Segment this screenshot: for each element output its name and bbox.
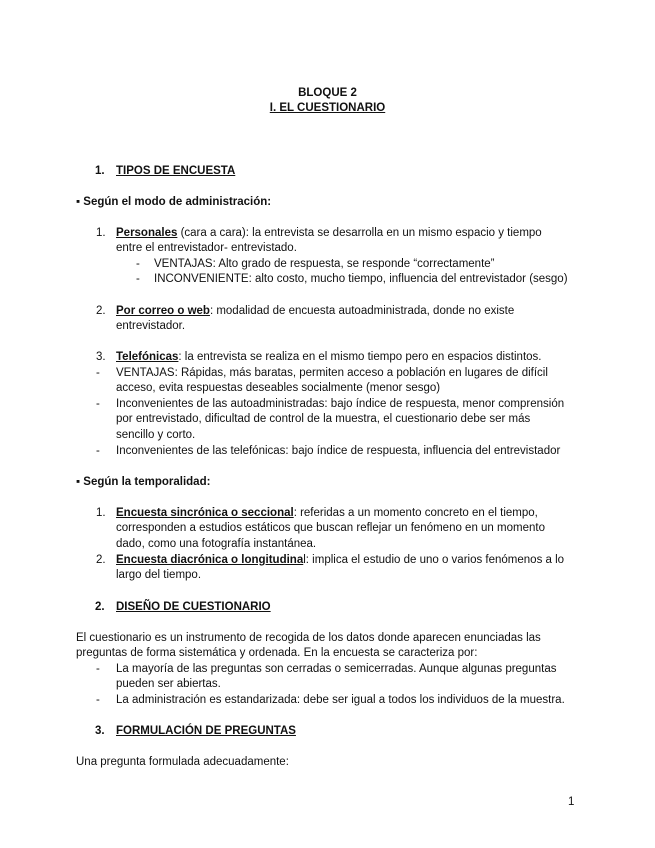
item-diacronica <box>116 553 564 569</box>
item-correo-text: : modalidad de encuesta autoadministrada, donde no existe <box>209 305 515 317</box>
section3-number: 3. <box>95 725 105 737</box>
autoadministradas-line2: por entrevistado, dificultad de control de la muestra, el cuestionario debe ser más <box>116 413 531 425</box>
item-sincronica-number: 1. <box>96 507 106 519</box>
section2-title: DISEÑO DE CUESTIONARIO <box>116 601 271 613</box>
inconvenientes-telefonicas: Inconvenientes de las telefónicas: bajo índice de respuesta, influencia del entrevistador <box>116 445 561 457</box>
item-diacronica-number: 2. <box>96 554 106 566</box>
item-correo-term: Por correo o web <box>116 305 210 317</box>
autoadministradas-line3: sencillo y corto. <box>116 429 196 441</box>
list-dash: - <box>96 663 100 675</box>
item-telefonicas-text: : la entrevista se realiza en el mismo tiempo pero en espacios distintos. <box>178 351 542 363</box>
item-personales-text: (cara a cara): la entrevista se desarrolla en un mismo espacio y tiempo <box>177 227 542 239</box>
item-sincronica-term: Encuesta sincrónica o seccional <box>116 507 294 519</box>
preguntas-cerradas-line1: La mayoría de las preguntas son cerradas o semicerradas. Aunque algunas preguntas <box>116 663 557 675</box>
telefonicas-ventajas-line2: acceso, evita respuestas deseables socialmente (menor sesgo) <box>116 382 441 394</box>
list-dash: - <box>96 694 100 706</box>
administracion-estandarizada: La administración es estandarizada: debe ser igual a todos los individuos de la muestra. <box>116 694 565 706</box>
item-diacronica-line2: largo del tiempo. <box>116 569 202 581</box>
item-personales-term: Personales <box>116 227 178 239</box>
personales-sub-dash: - <box>136 273 140 285</box>
item-sincronica-text: : referidas a un momento concreto en el tiempo, <box>293 507 538 519</box>
item-telefonicas <box>116 350 542 366</box>
preguntas-cerradas-line2: pueden ser abiertas. <box>116 678 221 690</box>
item-personales <box>116 226 542 242</box>
item-correo-number: 2. <box>96 305 106 317</box>
doc-heading-subtitle: I. EL CUESTIONARIO <box>269 102 386 114</box>
section3-title: FORMULACIÓN DE PREGUNTAS <box>116 725 296 737</box>
item-correo-line2: entrevistador. <box>116 320 186 332</box>
item-sincronica <box>116 506 538 522</box>
item-telefonicas-number: 3. <box>96 351 106 363</box>
section2-number: 2. <box>95 601 105 613</box>
section1-number: 1. <box>95 165 105 177</box>
section2-para-line2: preguntas de forma sistemática y ordenada. En la encuesta se caracteriza por: <box>76 647 478 659</box>
admin-heading: ▪ Según el modo de administración: <box>76 196 272 208</box>
item-telefonicas-term: Telefónicas <box>116 351 179 363</box>
list-dash: - <box>96 445 100 457</box>
section2-para-line1: El cuestionario es un instrumento de recogida de los datos donde aparecen enunciadas las <box>76 632 541 644</box>
item-diacronica-text: l: implica el estudio de uno o varios fenómenos a lo <box>303 554 565 566</box>
telefonicas-ventajas-line1: VENTAJAS: Rápidas, más baratas, permiten acceso a población en lugares de difícil <box>116 367 548 379</box>
item-correo <box>116 304 514 320</box>
personales-sub-dash: - <box>136 258 140 270</box>
list-dash: - <box>96 398 100 410</box>
item-personales-number: 1. <box>96 227 106 239</box>
personales-inconveniente: INCONVENIENTE: alto costo, mucho tiempo, influencia del entrevistador (sesgo) <box>154 273 568 285</box>
item-diacronica-term: Encuesta diacrónica o longitudina <box>116 554 304 566</box>
temporal-heading: ▪ Según la temporalidad: <box>76 476 211 488</box>
section1-title: TIPOS DE ENCUESTA <box>116 165 236 177</box>
autoadministradas-line1: Inconvenientes de las autoadministradas: bajo índice de respuesta, menor comprensión <box>116 398 565 410</box>
page-number: 1 <box>568 796 575 808</box>
item-personales-line2: entre el entrevistador- entrevistado. <box>116 242 297 254</box>
doc-heading-bloque: BLOQUE 2 <box>298 87 357 99</box>
list-dash: - <box>96 367 100 379</box>
item-sincronica-line2: corresponden a estudios estáticos que buscan reflejar un fenómeno en un momento <box>116 522 545 534</box>
item-sincronica-line3: dado, como una fotografía instantánea. <box>116 538 317 550</box>
section3-para: Una pregunta formulada adecuadamente: <box>76 756 289 768</box>
personales-ventajas: VENTAJAS: Alto grado de respuesta, se responde “correctamente” <box>154 258 495 270</box>
